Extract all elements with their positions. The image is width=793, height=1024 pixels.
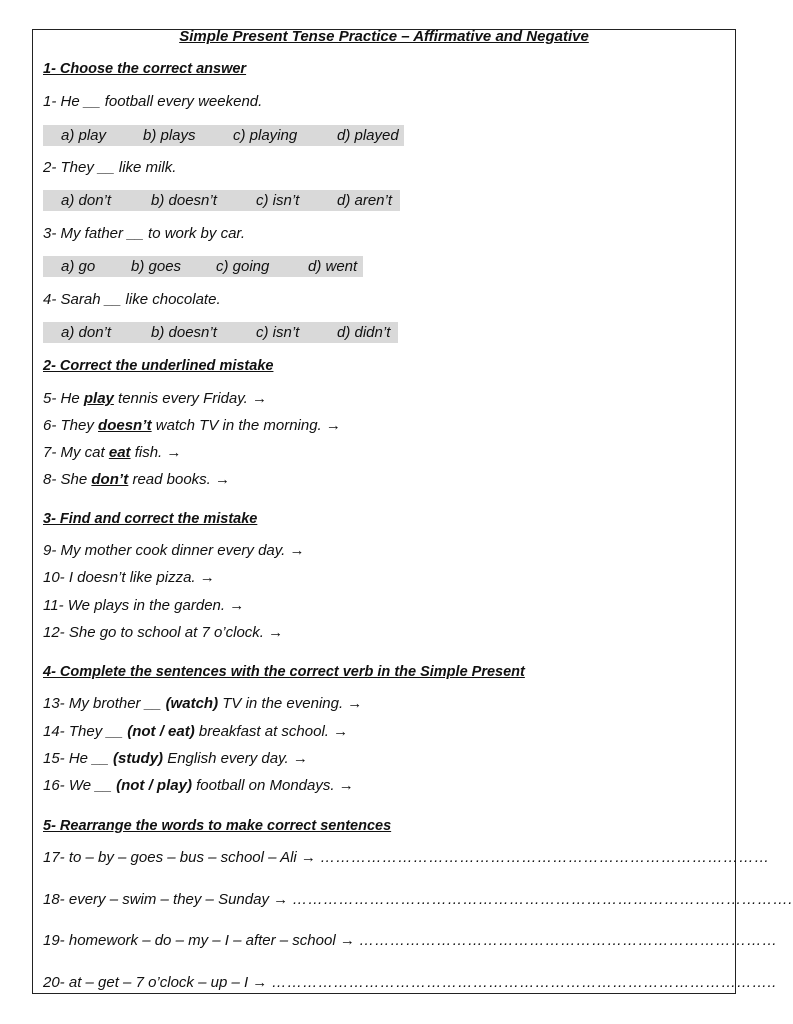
option-c: c) playing <box>233 127 298 144</box>
verb-hint: (not / eat) <box>127 723 195 740</box>
complete-item-14: 14- They __ (not / eat) breakfast at school. → <box>43 723 349 740</box>
option-d: d) went <box>308 258 358 275</box>
underlined-word: play <box>83 390 114 407</box>
answer-line: ……………………………………………………………………… <box>358 932 778 949</box>
answer-line: ……………………………………………………………………………………. <box>292 891 793 908</box>
underline-item-5: 5- He play tennis every Friday. → <box>43 390 267 407</box>
verb-hint: (study) <box>113 750 164 767</box>
underline-item-7: 7- My cat eat fish. → <box>43 444 182 461</box>
option-b: b) doesn’t <box>151 324 217 341</box>
section-5-heading: 5- Rearrange the words to make correct sentences <box>43 818 392 834</box>
option-c: c) going <box>216 258 270 275</box>
section-3-heading: 3- Find and correct the mistake <box>43 511 258 527</box>
rearrange-item-20: 20- at – get – 7 o’clock – up – I → …………………………………………………………………………………….. <box>43 974 777 991</box>
answer-line: …………………………………………………………………………………….. <box>271 974 777 991</box>
underlined-word: doesn’t <box>98 417 152 434</box>
question-4: 4- Sarah __ like chocolate. <box>43 291 221 308</box>
question-4-options <box>43 322 398 343</box>
find-item-11: 11- We plays in the garden. → <box>43 597 245 614</box>
underlined-word: don’t <box>91 471 129 488</box>
question-3-options <box>43 256 363 277</box>
underlined-word: eat <box>108 444 131 461</box>
answer-line: …………………………………………………………………………… <box>320 849 770 866</box>
find-item-12: 12- She go to school at 7 o’clock. → <box>43 624 284 641</box>
option-d: d) didn’t <box>337 324 391 341</box>
find-item-10: 10- I doesn’t like pizza. → <box>43 569 215 586</box>
option-d: d) aren’t <box>337 192 393 209</box>
option-a: a) go <box>61 258 96 275</box>
option-a: a) play <box>61 127 107 144</box>
option-a: a) don’t <box>61 324 112 341</box>
option-b: b) goes <box>131 258 182 275</box>
complete-item-15: 15- He __ (study) English every day. → <box>43 750 308 767</box>
section-4-heading: 4- Complete the sentences with the correct verb in the Simple Present <box>43 664 525 680</box>
section-2-heading: 2- Correct the underlined mistake <box>43 358 274 374</box>
option-b: b) doesn’t <box>151 192 217 209</box>
question-3: 3- My father __ to work by car. <box>43 225 246 242</box>
worksheet-title: Simple Present Tense Practice – Affirmative and Negative <box>179 28 589 45</box>
option-a: a) don’t <box>61 192 112 209</box>
question-2-options <box>43 190 400 211</box>
section-1-heading: 1- Choose the correct answer <box>43 61 247 77</box>
question-1: 1- He __ football every weekend. <box>43 93 263 110</box>
underline-item-8: 8- She don’t read books. → <box>43 471 231 488</box>
underline-item-6: 6- They doesn’t watch TV in the morning. → <box>43 417 341 434</box>
question-2: 2- They __ like milk. <box>43 159 177 176</box>
find-item-9: 9- My mother cook dinner every day. → <box>43 542 305 559</box>
option-d: d) played <box>337 127 399 144</box>
question-1-options <box>43 125 404 146</box>
option-c: c) isn’t <box>256 192 300 209</box>
option-c: c) isn’t <box>256 324 300 341</box>
verb-hint: (not / play) <box>116 777 192 794</box>
complete-item-13: 13- My brother __ (watch) TV in the evening. → <box>43 695 363 712</box>
complete-item-16: 16- We __ (not / play) football on Mondays. → <box>43 777 354 794</box>
rearrange-item-17: 17- to – by – goes – bus – school – Ali → …………………………………………………………………………… <box>43 849 770 866</box>
verb-hint: (watch) <box>165 695 219 712</box>
rearrange-item-19: 19- homework – do – my – I – after – school → ……………………………………………………………………… <box>43 932 778 949</box>
rearrange-item-18: 18- every – swim – they – Sunday → ……………………………………………………………………………………. <box>43 891 793 908</box>
option-b: b) plays <box>143 127 196 144</box>
